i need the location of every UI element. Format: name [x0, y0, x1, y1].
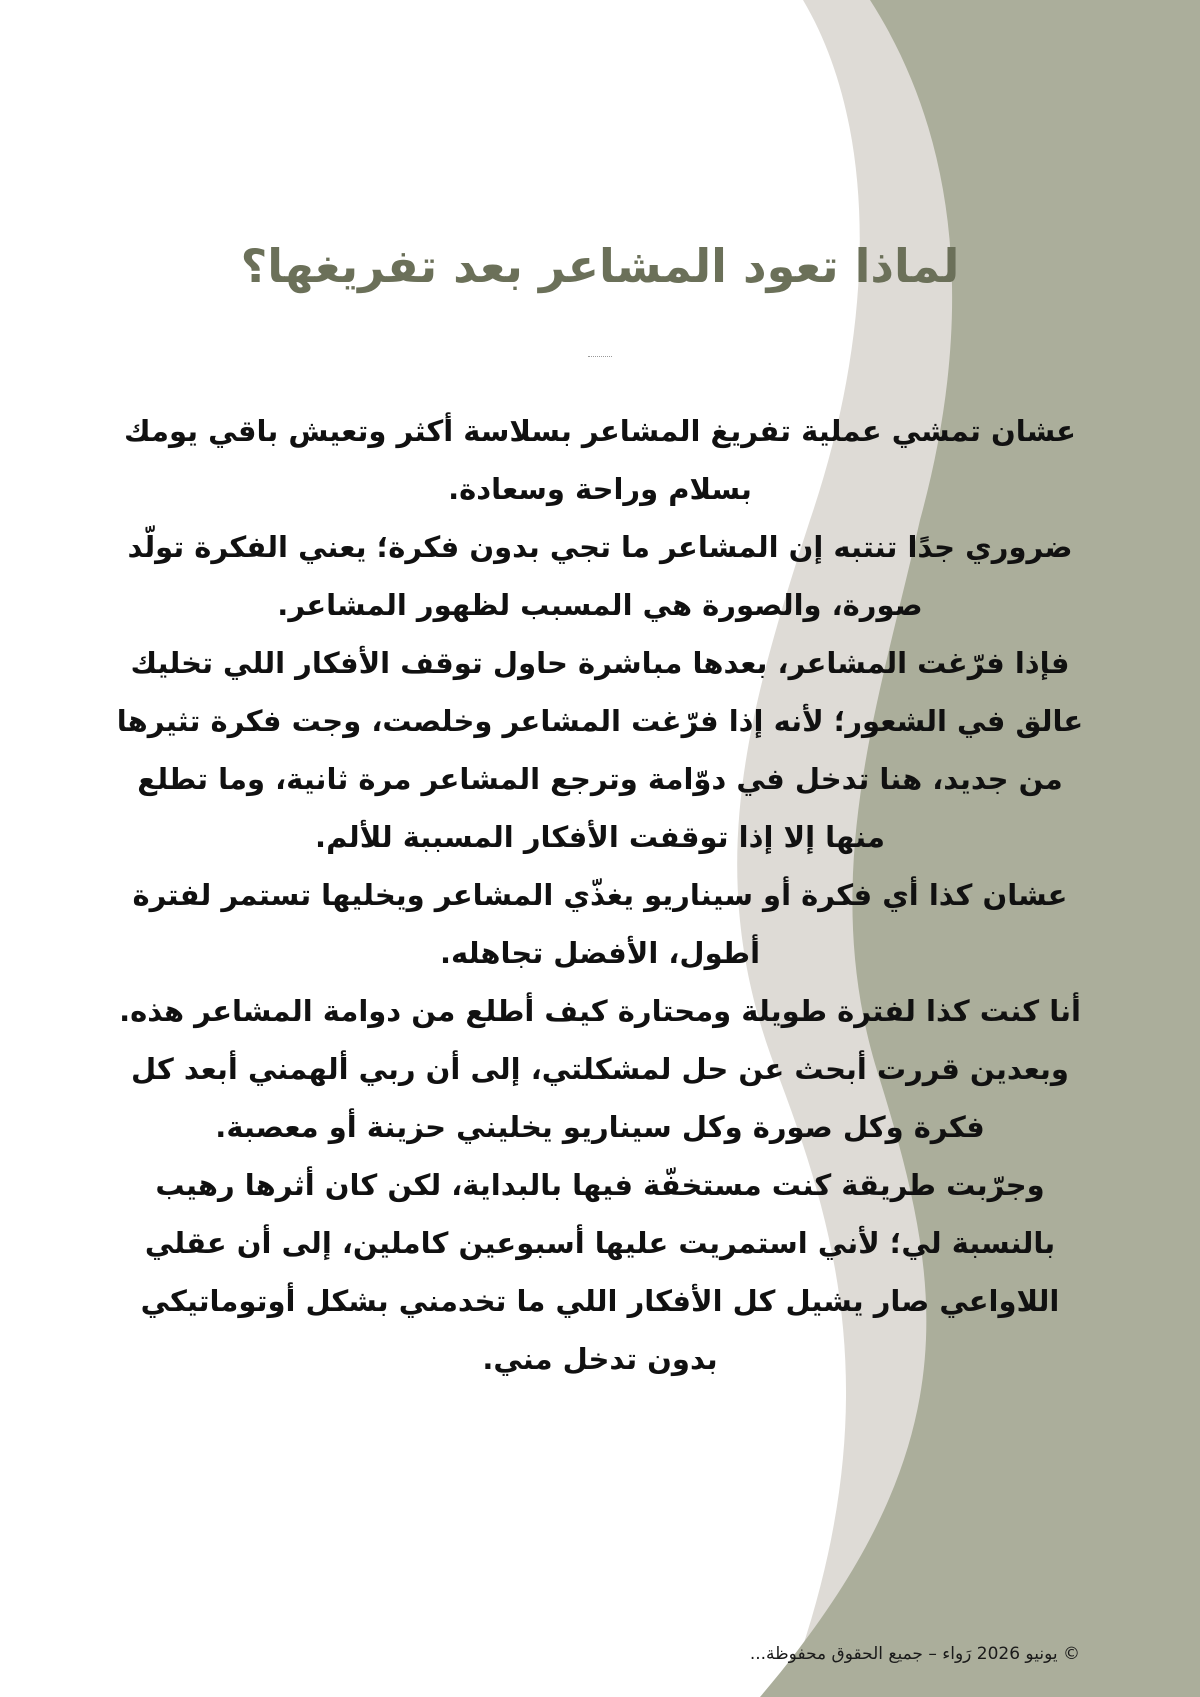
paragraph-4: عشان كذا أي فكرة أو سيناريو يغذّي المشاعر ويخليها تستمر لفترة أطول، الأفضل تجاهله. — [132, 878, 1068, 970]
paragraph-7: وجرّبت طريقة كنت مستخفّة فيها بالبداية، لكن كان أثرها رهيب بالنسبة لي؛ لأني استمريت عليها أسبوعين كاملين، إلى أن عقلي اللاواعي صار يشيل كل الأفكار اللي ما تخدمني بشكل أوتوماتيكي بدون تدخل مني. — [140, 1168, 1060, 1376]
page-title: لماذا تعود المشاعر بعد تفريغها؟ — [240, 239, 960, 293]
paragraph-1: عشان تمشي عملية تفريغ المشاعر بسلاسة أكثر وتعيش باقي يومك بسلام وراحة وسعادة. — [123, 414, 1076, 506]
paragraph-6: وبعدين قررت أبحث عن حل لمشكلتي، إلى أن ربي ألهمني أبعد كل فكرة وكل صورة وكل سيناريو يخليني حزينة أو معصبة. — [131, 1052, 1069, 1144]
paragraph-5: أنا كنت كذا لفترة طويلة ومحتارة كيف أطلع من دوامة المشاعر هذه. — [119, 994, 1081, 1028]
article-body — [115, 402, 1085, 1388]
title-separator — [588, 356, 612, 358]
paragraph-3: فإذا فرّغت المشاعر، بعدها مباشرة حاول توقف الأفكار اللي تخليك عالق في الشعور؛ لأنه إذا فرّغت المشاعر وخلصت، وجت فكرة تثيرها من جديد، هنا تدخل في دوّامة وترجع المشاعر مرة ثانية، وما تطلع منها إلا إذا توقفت الأفكار المسببة للألم. — [116, 646, 1084, 854]
paragraph-2: ضروري جدًا تنتبه إن المشاعر ما تجي بدون فكرة؛ يعني الفكرة تولّد صورة، والصورة هي المسبب لظهور المشاعر. — [127, 530, 1073, 622]
copyright-footer: © يونيو 2026 رَواء – جميع الحقوق محفوظة... — [749, 1644, 1080, 1664]
